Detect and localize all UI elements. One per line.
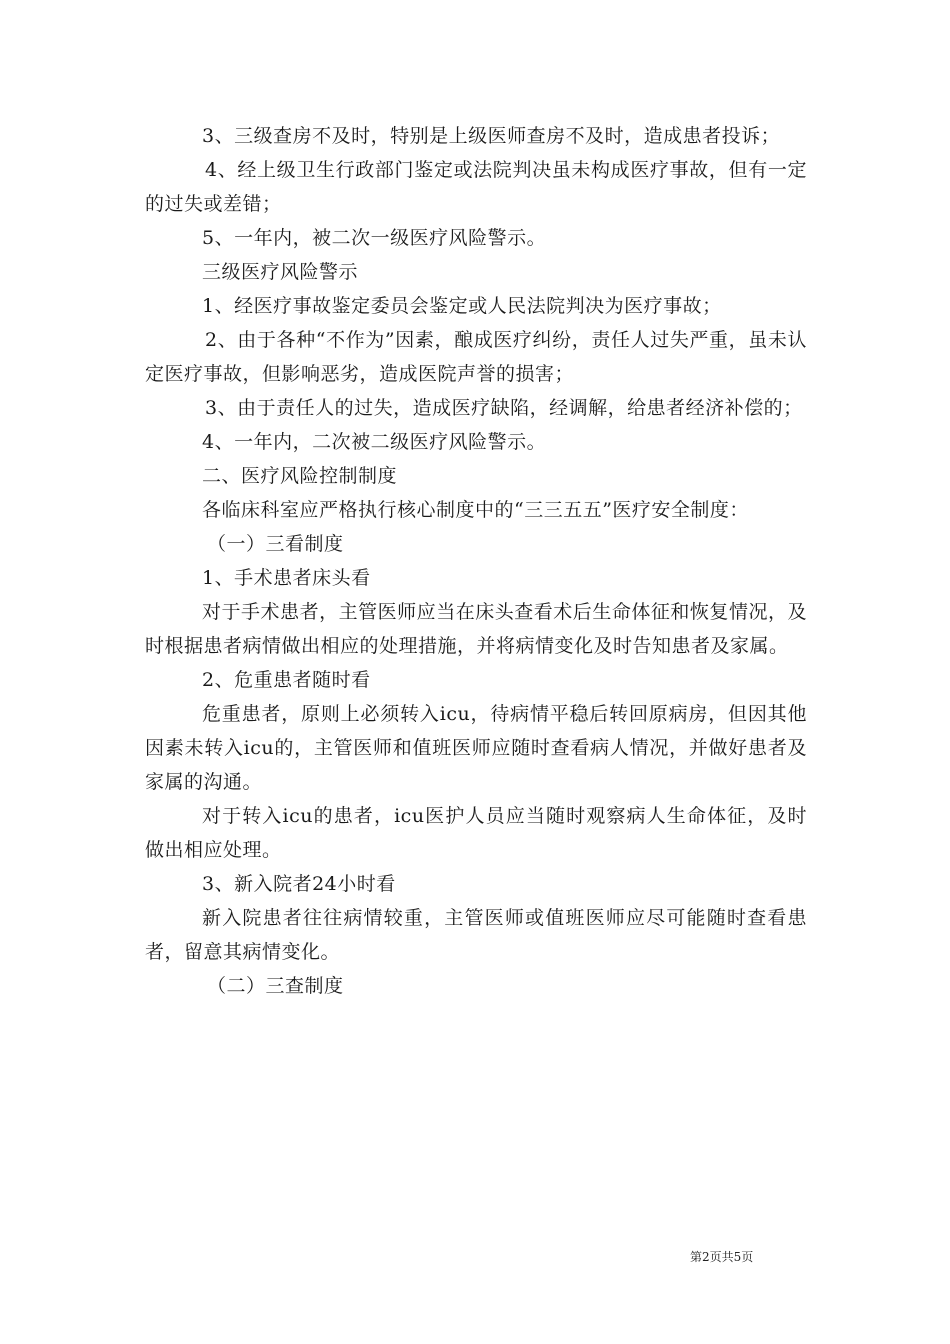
item-heading: 3、新入院者24小时看 <box>202 873 396 895</box>
paragraph: 3、由于责任人的过失，造成医疗缺陷，经调解，给患者经济补偿的； <box>205 397 803 419</box>
paragraph: 各临床科室应严格执行核心制度中的“三三五五”医疗安全制度： <box>202 499 749 521</box>
paragraph: 危重患者，原则上必须转入icu，待病情平稳后转回原病房，但因其他因素未转入icu的，主管医师和值班医师应随时查看病人情况，并做好患者及家属的沟通。 <box>145 703 807 793</box>
paragraph: 2、由于各种“不作为”因素，酿成医疗纠纷，责任人过失严重，虽未认定医疗事故，但影响恶劣，造成医院声誉的损害； <box>145 329 807 385</box>
subsection-heading: （一）三看制度 <box>207 533 344 555</box>
section-heading: 三级医疗风险警示 <box>202 261 359 283</box>
paragraph: 3、三级查房不及时，特别是上级医师查房不及时，造成患者投诉； <box>202 125 781 147</box>
paragraph: 新入院患者往往病情较重，主管医师或值班医师应尽可能随时查看患者，留意其病情变化。 <box>145 907 807 963</box>
subsection-heading: （二）三查制度 <box>207 975 344 997</box>
page-number-label: 第2页共5页 <box>690 1250 754 1264</box>
paragraph: 4、经上级卫生行政部门鉴定或法院判决虽未构成医疗事故，但有一定的过失或差错； <box>145 159 807 215</box>
page-number-footer <box>690 1248 840 1265</box>
paragraph: 4、一年内，二次被二级医疗风险警示。 <box>202 431 547 453</box>
item-heading: 1、手术患者床头看 <box>202 567 371 589</box>
paragraph: 1、经医疗事故鉴定委员会鉴定或人民法院判决为医疗事故； <box>202 295 722 317</box>
paragraph: 5、一年内，被二次一级医疗风险警示。 <box>202 227 547 249</box>
item-heading: 2、危重患者随时看 <box>202 669 371 691</box>
section-heading: 二、医疗风险控制制度 <box>202 465 398 487</box>
paragraph: 对于转入icu的患者，icu医护人员应当随时观察病人生命体征，及时做出相应处理。 <box>145 805 807 861</box>
paragraph: 对于手术患者，主管医师应当在床头查看术后生命体征和恢复情况，及时根据患者病情做出相应的处理措施，并将病情变化及时告知患者及家属。 <box>145 601 807 657</box>
document-body <box>145 119 807 1003</box>
